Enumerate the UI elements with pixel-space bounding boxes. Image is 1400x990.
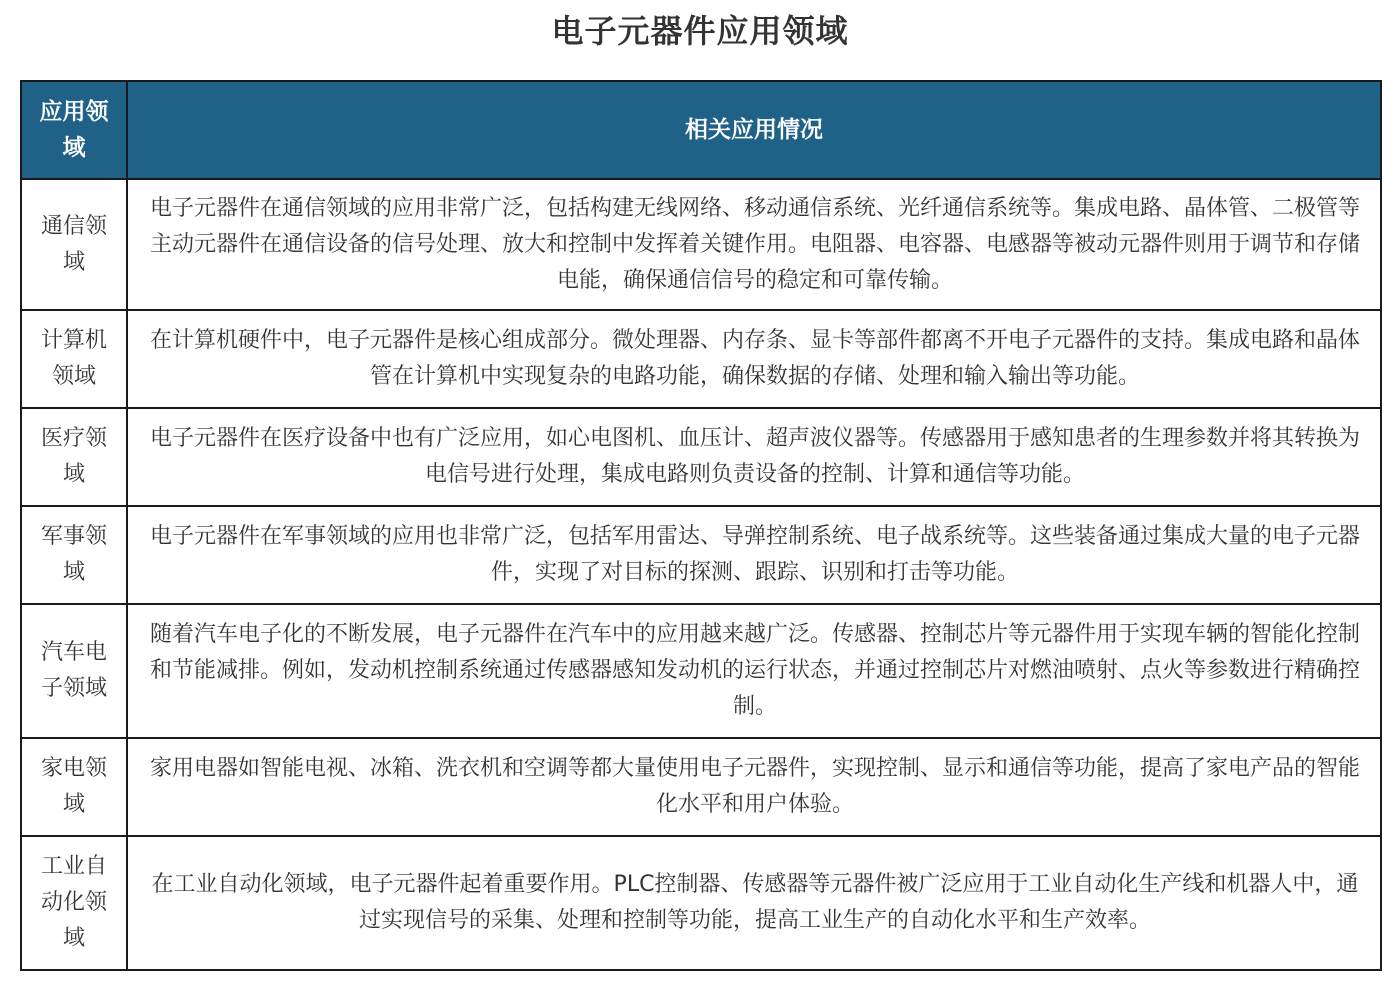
row-description: 电子元器件在通信领域的应用非常广泛，包括构建无线网络、移动通信系统、光纤通信系统等。集成电路、晶体管、二极管等主动元器件在通信设备的信号处理、放大和控制中发挥着关键作用。电阻器、电容器、电感器等被动元器件则用于调节和存储电能，确保通信信号的稳定和可靠传输。 [127,179,1381,310]
row-description: 电子元器件在医疗设备中也有广泛应用，如心电图机、血压计、超声波仪器等。传感器用于感知患者的生理参数并将其转换为电信号进行处理，集成电路则负责设备的控制、计算和通信等功能。 [127,408,1381,506]
row-area-industrial: 工业自动化领域 [21,836,127,970]
application-table [20,80,1382,971]
table-header-row [21,81,1381,179]
row-description: 电子元器件在军事领域的应用也非常广泛，包括军用雷达、导弹控制系统、电子战系统等。这些装备通过集成大量的电子元器件，实现了对目标的探测、跟踪、识别和打击等功能。 [127,506,1381,604]
row-area-communication: 通信领域 [21,179,127,310]
table-row [21,310,1381,408]
row-description: 随着汽车电子化的不断发展，电子元器件在汽车中的应用越来越广泛。传感器、控制芯片等元器件用于实现车辆的智能化控制和节能减排。例如，发动机控制系统通过传感器感知发动机的运行状态，并通过控制芯片对燃油喷射、点火等参数进行精确控制。 [127,604,1381,738]
page-title: 电子元器件应用领域 [551,12,849,50]
row-area-medical: 医疗领域 [21,408,127,506]
row-area-automotive: 汽车电子领域 [21,604,127,738]
row-description: 家用电器如智能电视、冰箱、洗衣机和空调等都大量使用电子元器件，实现控制、显示和通信等功能，提高了家电产品的智能化水平和用户体验。 [127,738,1381,836]
table-row [21,506,1381,604]
table-row [21,408,1381,506]
table-row [21,179,1381,310]
row-area-military: 军事领域 [21,506,127,604]
row-description: 在工业自动化领域，电子元器件起着重要作用。PLC控制器、传感器等元器件被广泛应用于工业自动化生产线和机器人中，通过实现信号的采集、处理和控制等功能，提高工业生产的自动化水平和生产效率。 [127,836,1381,970]
header-description: 相关应用情况 [127,81,1381,179]
table-row [21,738,1381,836]
row-area-computer: 计算机领域 [21,310,127,408]
row-area-appliance: 家电领域 [21,738,127,836]
row-description: 在计算机硬件中，电子元器件是核心组成部分。微处理器、内存条、显卡等部件都离不开电子元器件的支持。集成电路和晶体管在计算机中实现复杂的电路功能，确保数据的存储、处理和输入输出等功能。 [127,310,1381,408]
table-row [21,604,1381,738]
table-row [21,836,1381,970]
header-area: 应用领域 [21,81,127,179]
